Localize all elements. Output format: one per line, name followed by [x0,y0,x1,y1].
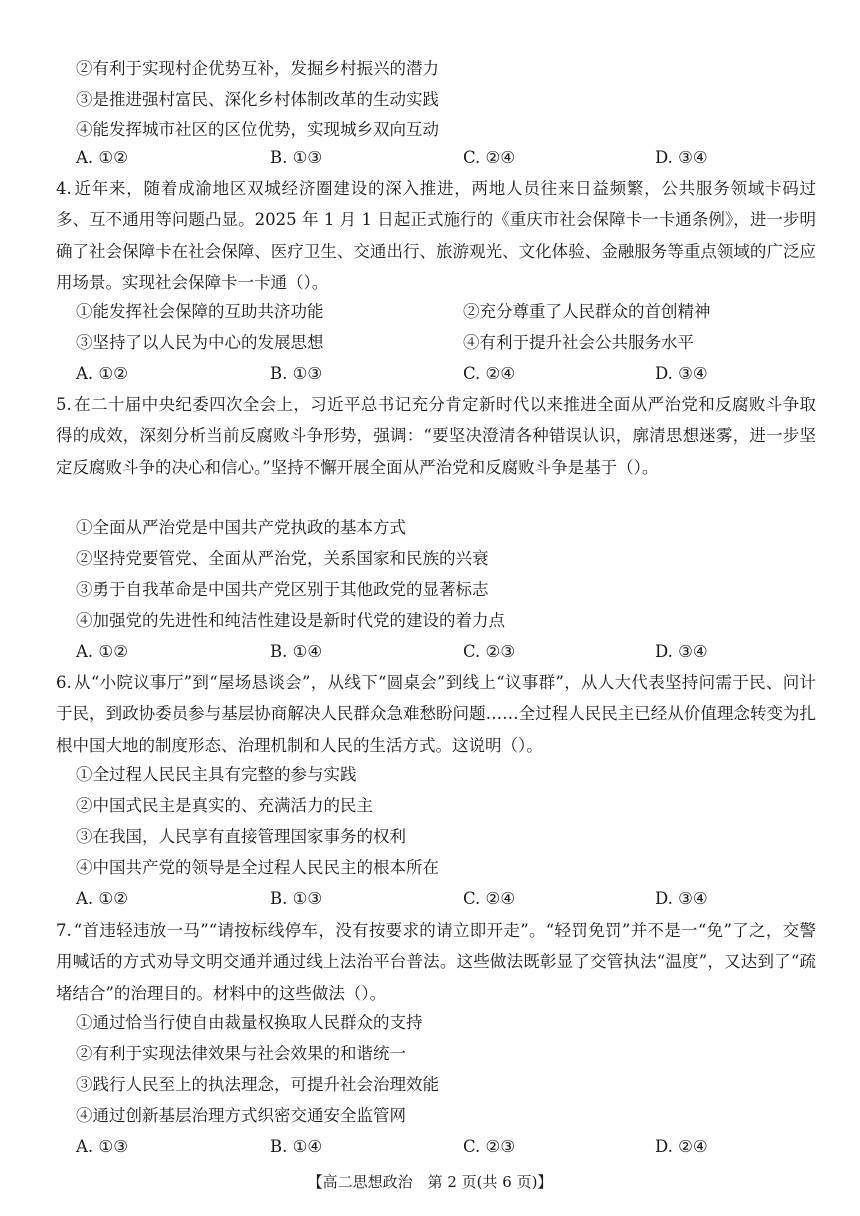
q7-item-1: ①通过恰当行使自由裁量权换取人民群众的支持 [76,1013,423,1032]
option-a: A. ①② [76,148,128,167]
question-number: 4. [56,179,72,198]
question-text: 在二十届中央纪委四次全会上，习近平总书记充分肯定新时代以来推进全面从严治党和反腐败斗争取得的成效，深刻分析当前反腐败斗争形势，强调：“要坚决澄清各种错误认识，廓清思想迷雾，进一步坚定反腐败斗争的决心和信心。”坚持不懈开展全面从严治党和反腐败斗争是基于（）。 [56,395,816,477]
q7-options [76,1139,836,1159]
option-b: B. ①③ [270,364,323,383]
option-a: A. ①② [76,364,128,383]
option-d: D. ③④ [655,889,708,908]
q7-item-2: ②有利于实现法律效果与社会效果的和谐统一 [76,1044,406,1063]
question-text: “首违轻违放一马”“请按标线停车，没有按要求的请立即开走”。“轻罚免罚”并不是一“免”了之，交警用喊话的方式劝导文明交通并通过线上法治平台普法。这些做法既彰显了交管执法“温度”，又达到了“疏堵结合”的治理目的。材料中的这些做法（）。 [56,921,816,1003]
option-c: C. ②④ [463,889,516,908]
q6-item-4: ④中国共产党的领导是全过程人民民主的根本所在 [76,858,439,877]
q7-item-4: ④通过创新基层治理方式织密交通安全监管网 [76,1106,406,1125]
q5-item-1: ①全面从严治党是中国共产党执政的基本方式 [76,518,406,537]
question-number: 6. [56,673,72,692]
question-6-stem [56,667,816,761]
q4-item-2: ②充分尊重了人民群众的首创精神 [463,302,711,321]
option-d: D. ③④ [655,148,708,167]
option-b: B. ①③ [270,889,323,908]
option-c: C. ②④ [463,148,516,167]
carry-over-item-4: ④能发挥城市社区的区位优势，实现城乡双向互动 [76,120,439,139]
option-a: A. ①② [76,642,128,661]
carry-over-item-2: ②有利于实现村企优势互补，发掘乡村振兴的潜力 [76,59,439,78]
question-5-stem [56,389,816,483]
q6-item-3: ③在我国，人民享有直接管理国家事务的权利 [76,827,406,846]
carry-over-item-3: ③是推进强村富民、深化乡村体制改革的生动实践 [76,90,439,109]
q6-item-2: ②中国式民主是真实的、充满活力的民主 [76,796,373,815]
question-number: 7. [56,921,72,940]
q6-options [76,891,836,911]
question-7-stem [56,915,816,1009]
option-d: D. ③④ [655,642,708,661]
option-d: D. ③④ [655,364,708,383]
question-number: 5. [56,395,72,414]
question-4-stem [56,173,816,298]
q7-item-3: ③践行人民至上的执法理念，可提升社会治理效能 [76,1075,439,1094]
question-text: 从“小院议事厅”到“屋场恳谈会”，从线下“圆桌会”到线上“议事群”，从人大代表坚持问需于民、问计于民，到政协委员参与基层协商解决人民群众急难愁盼问题……全过程人民民主已经从价值理念转变为扎根中国大地的制度形态、治理机制和人民的生活方式。这说明（）。 [56,673,816,755]
option-c: C. ②④ [463,364,516,383]
q6-item-1: ①全过程人民民主具有完整的参与实践 [76,765,357,784]
q5-item-3: ③勇于自我革命是中国共产党区别于其他政党的显著标志 [76,580,489,599]
option-d: D. ②④ [655,1137,708,1156]
q5-item-2: ②坚持党要管党、全面从严治党，关系国家和民族的兴衰 [76,549,489,568]
option-c: C. ②③ [463,642,516,661]
option-a: A. ①② [76,889,128,908]
option-c: C. ②③ [463,1137,516,1156]
page-footer: 【高二思想政治 第 2 页(共 6 页)】 [307,1173,553,1191]
q4-item-4: ④有利于提升社会公共服务水平 [463,333,694,352]
option-b: B. ①④ [270,642,323,661]
option-a: A. ①③ [76,1137,128,1156]
q5-options [76,644,836,664]
q4-item-1: ①能发挥社会保障的互助共济功能 [76,302,324,321]
q5-item-4: ④加强党的先进性和纯洁性建设是新时代党的建设的着力点 [76,611,505,630]
q4-item-3: ③坚持了以人民为中心的发展思想 [76,333,324,352]
option-b: B. ①④ [270,1137,323,1156]
carry-over-options [76,150,836,170]
q4-options [76,366,836,386]
option-b: B. ①③ [270,148,323,167]
question-text: 近年来，随着成渝地区双城经济圈建设的深入推进，两地人员往来日益频繁，公共服务领域卡码过多、互不通用等问题凸显。2025 年 1 月 1 日起正式施行的《重庆市社会保障卡一卡通条例》，进一步明确了社会保障卡在社会保障、医疗卫生、交通出行、旅游观光、文化体验、金融服务等重点领域的广泛应用场景。实现社会保障卡一卡通（）。 [56,179,816,292]
